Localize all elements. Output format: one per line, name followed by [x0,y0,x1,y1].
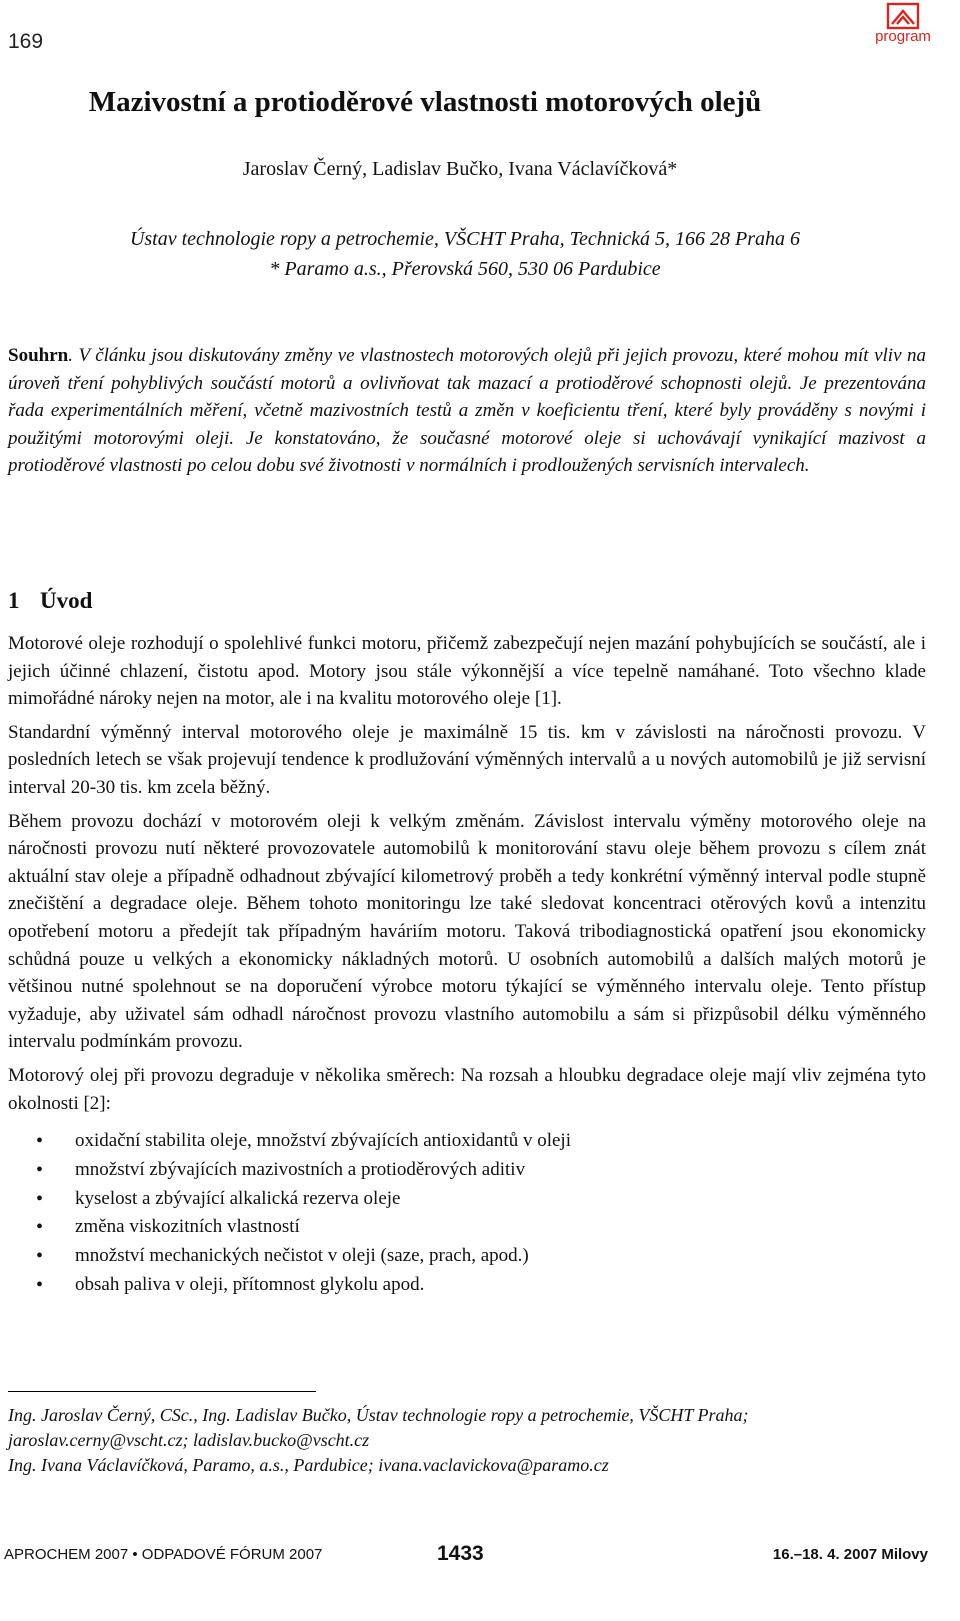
footer-date: 16.–18. 4. 2007 Milovy [772,1546,928,1563]
footer-conference: APROCHEM 2007 • ODPADOVÉ FÓRUM 2007 [4,1546,323,1563]
list-item: • oxidační stabilita oleje, množství zbývajících antioxidantů v oleji [8,1127,926,1156]
affiliations [0,224,960,284]
list-item: • množství mechanických nečistot v oleji (saze, prach, apod.) [8,1242,926,1271]
paragraph: Motorové oleje rozhodují o spolehlivé funkci motoru, přičemž zabezpečují nejen mazání pohybujících se součástí, ale i jejich účinné chlazení, čistotu apod. Motory jsou stále výkonnější a více tepelně namáhané. Toto všechno klade mimořádné nároky nejen na motor, ale i na kvalitu motorového oleje [1]. [8,633,926,710]
list-item: • změna viskozitních vlastností [8,1213,926,1242]
footnotes [8,1403,928,1478]
section-heading [8,588,92,614]
paragraph: Během provozu dochází v motorovém oleji k velkým změnám. Závislost intervalu výměny motorového oleje na náročnosti provozu nutí některé provozovatele automobilů k monitorování stavu oleje během provozu s cílem znát aktuální stav oleje a případně odhadnout zbývající kilometrový proběh a tedy konkrétní výměnný interval podle stupně znečištění a degradace oleje. Během tohoto monitoringu lze také sledovat koncentraci otěrových kovů a intenzitu opotřebení motoru a předejít tak případným haváriím motoru. Taková tribodiagnostická opatření jsou ekonomicky schůdná pouze u velkých a ekonomicky nákladných motorů. U osobních automobilů a dalších malých motorů je většinou nutné spolehnout se na doporučení výrobce motoru týkající se výměnného intervalu oleje. Tento přístup vyžaduje, aby uživatel sám odhadl náročnost provozu vlastního automobilu a sám si přizpůsobil délku výměnného intervalu podmínkám provozu. [8,810,926,1053]
abstract [8,342,926,480]
paragraph: Standardní výměnný interval motorového oleje je maximálně 15 tis. km v závislosti na náročnosti provozu. V posledních letech se však projevují tendence k prodlužování výměnných intervalů a u nových automobilů je již servisní interval 20-30 tis. km zcela běžný. [8,721,926,798]
list-item: • obsah paliva v oleji, přítomnost glykolu apod. [8,1271,926,1300]
abstract-text: . V článku jsou diskutovány změny ve vlastnostech motorových olejů při jejich provozu, které mohou mít vliv na úroveň tření pohyblivých součástí motorů a ovlivňovat tak mazací a protioděrové schopnosti olejů. Je prezentována řada experimentálních měření, včetně mazivostních testů a změn v koeficientu tření, které byly prováděny s novými i použitými motorovými oleji. Je konstatováno, že současné motorové oleje si uchovávají vynikající mazivost a protioděrové vlastnosti po celou dobu své životnosti v normálních i prodloužených servisních intervalech. [8,345,926,477]
paper-title: Mazivostní a protioděrové vlastnosti motorových olejů [88,86,762,118]
list-item: • kyselost a zbývající alkalická rezerva oleje [8,1185,926,1214]
footnote-line: jaroslav.cerny@vscht.cz; ladislav.bucko@vscht.cz [8,1430,370,1450]
program-logo[interactable] [868,2,938,45]
authors: Jaroslav Černý, Ladislav Bučko, Ivana Václavíčková* [242,158,678,180]
program-logo-label: program [875,28,931,45]
section-number: 1 [8,588,20,613]
paragraph: Motorový olej při provozu degraduje v několika směrech: Na rozsah a hloubku degradace oleje mají vliv zejména tyto okolnosti [2]: [8,1064,926,1114]
abstract-label: Souhrn [8,345,69,366]
section-title: Úvod [40,588,93,613]
section-body [8,630,926,1299]
footnote-line: Ing. Ivana Václavíčková, Paramo, a.s., Pardubice; ivana.vaclavickova@paramo.cz [8,1455,609,1475]
footnote-divider [8,1391,316,1392]
page-number: 169 [8,30,44,53]
affiliation-line: * Paramo a.s., Přerovská 560, 530 06 Pardubice [269,258,661,280]
footer-page-number: 1433 [437,1542,484,1565]
program-logo-icon [886,2,920,30]
footnote-line: Ing. Jaroslav Černý, CSc., Ing. Ladislav Bučko, Ústav technologie ropy a petrochemie, VŠCHT Praha; [8,1405,749,1425]
list-item: • množství zbývajících mazivostních a protioděrových aditiv [8,1156,926,1185]
bullet-list [8,1127,926,1299]
affiliation-line: Ústav technologie ropy a petrochemie, VŠCHT Praha, Technická 5, 166 28 Praha 6 [129,228,801,250]
